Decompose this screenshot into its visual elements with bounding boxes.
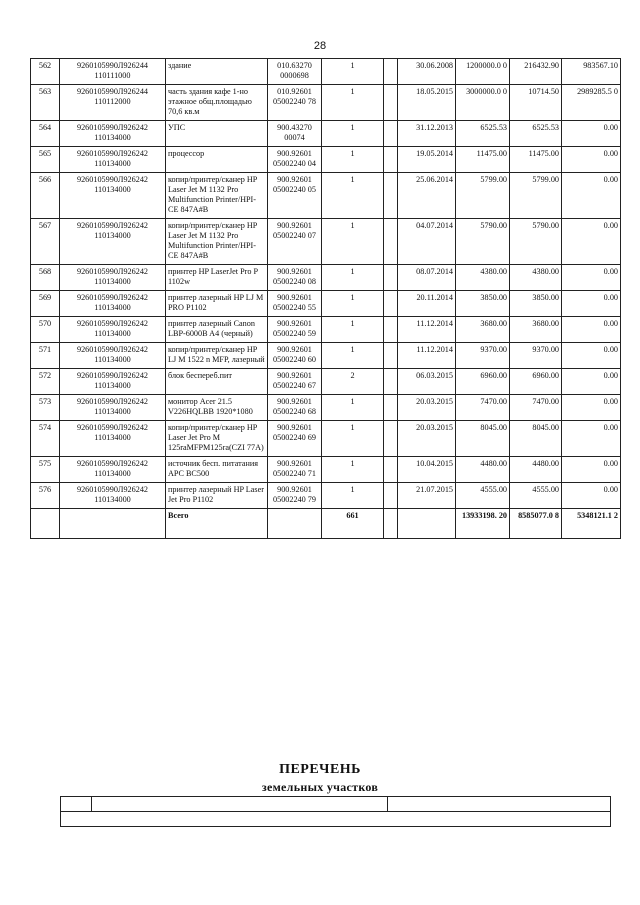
row-number: 572 <box>31 369 60 395</box>
empty-cell <box>398 509 456 539</box>
residual-value: 0.00 <box>562 421 621 457</box>
depreciation-value: 3850.00 <box>510 291 562 317</box>
inventory-number: 010.92601 05002240 78 <box>268 85 322 121</box>
acquisition-date: 04.07.2014 <box>398 219 456 265</box>
total-quantity: 661 <box>322 509 384 539</box>
residual-value: 0.00 <box>562 291 621 317</box>
initial-value: 1200000.0 0 <box>456 59 510 85</box>
quantity: 1 <box>322 395 384 421</box>
residual-value: 0.00 <box>562 219 621 265</box>
empty-cell <box>384 291 398 317</box>
table-row <box>31 317 621 343</box>
initial-value: 7470.00 <box>456 395 510 421</box>
account-code: 9260105990Л926242 110134000 <box>60 421 166 457</box>
quantity: 1 <box>322 173 384 219</box>
row-number: 563 <box>31 85 60 121</box>
total-label: Всего <box>166 509 268 539</box>
residual-value: 0.00 <box>562 265 621 291</box>
empty-cell <box>384 121 398 147</box>
section-subtitle: земельных участков <box>261 780 379 794</box>
quantity: 1 <box>322 85 384 121</box>
empty-cell <box>384 147 398 173</box>
depreciation-value: 3680.00 <box>510 317 562 343</box>
land-cell <box>388 797 611 812</box>
quantity: 1 <box>322 59 384 85</box>
initial-value: 3000000.0 0 <box>456 85 510 121</box>
residual-value: 0.00 <box>562 173 621 219</box>
table-row <box>31 85 621 121</box>
table-row <box>31 421 621 457</box>
empty-cell <box>268 509 322 539</box>
assets-table <box>30 58 621 539</box>
depreciation-value: 11475.00 <box>510 147 562 173</box>
empty-cell <box>384 421 398 457</box>
initial-value: 6960.00 <box>456 369 510 395</box>
empty-cell <box>384 343 398 369</box>
depreciation-value: 5790.00 <box>510 219 562 265</box>
initial-value: 5790.00 <box>456 219 510 265</box>
depreciation-value: 4480.00 <box>510 457 562 483</box>
empty-cell <box>60 509 166 539</box>
quantity: 1 <box>322 265 384 291</box>
residual-value: 983567.10 <box>562 59 621 85</box>
account-code: 9260105990Л926242 110134000 <box>60 317 166 343</box>
asset-name: УПС <box>166 121 268 147</box>
depreciation-value: 6960.00 <box>510 369 562 395</box>
quantity: 1 <box>322 317 384 343</box>
table-row <box>31 457 621 483</box>
residual-value: 0.00 <box>562 369 621 395</box>
initial-value: 9370.00 <box>456 343 510 369</box>
land-cell <box>61 797 92 812</box>
acquisition-date: 31.12.2013 <box>398 121 456 147</box>
account-code: 9260105990Л926242 110134000 <box>60 291 166 317</box>
table-row <box>31 173 621 219</box>
table-row <box>31 121 621 147</box>
quantity: 2 <box>322 369 384 395</box>
row-number: 566 <box>31 173 60 219</box>
residual-value: 0.00 <box>562 457 621 483</box>
account-code: 9260105990Л926242 110134000 <box>60 369 166 395</box>
account-code: 9260105990Л926242 110134000 <box>60 173 166 219</box>
asset-name: процессор <box>166 147 268 173</box>
row-number: 567 <box>31 219 60 265</box>
asset-name: принтер лазерный HP LJ M PRO P1102 <box>166 291 268 317</box>
inventory-number: 900.92601 05002240 60 <box>268 343 322 369</box>
inventory-number: 900.43270 00074 <box>268 121 322 147</box>
quantity: 1 <box>322 457 384 483</box>
empty-cell <box>384 395 398 421</box>
land-cell <box>92 797 388 812</box>
page-number: 28 <box>313 40 327 52</box>
quantity: 1 <box>322 483 384 509</box>
asset-name: принтер лазерный Canon LBP-6000B A4 (черный) <box>166 317 268 343</box>
inventory-number: 900.92601 05002240 67 <box>268 369 322 395</box>
section-title: ПЕРЕЧЕНЬ <box>279 762 361 777</box>
table-row <box>31 395 621 421</box>
empty-cell <box>384 369 398 395</box>
empty-cell <box>384 509 398 539</box>
inventory-number: 010.63270 0000698 <box>268 59 322 85</box>
acquisition-date: 11.12.2014 <box>398 343 456 369</box>
inventory-number: 900.92601 05002240 68 <box>268 395 322 421</box>
land-plots-table <box>60 796 611 827</box>
table-row <box>31 291 621 317</box>
acquisition-date: 20.03.2015 <box>398 395 456 421</box>
table-row <box>31 343 621 369</box>
empty-cell <box>31 509 60 539</box>
table-row <box>31 59 621 85</box>
initial-value: 4380.00 <box>456 265 510 291</box>
row-number: 570 <box>31 317 60 343</box>
account-code: 9260105990Л926244 110112000 <box>60 85 166 121</box>
residual-value: 0.00 <box>562 483 621 509</box>
inventory-number: 900.92601 05002240 07 <box>268 219 322 265</box>
land-row <box>61 812 611 827</box>
depreciation-value: 4380.00 <box>510 265 562 291</box>
total-initial-value: 13933198. 20 <box>456 509 510 539</box>
quantity: 1 <box>322 291 384 317</box>
initial-value: 6525.53 <box>456 121 510 147</box>
depreciation-value: 216432.90 <box>510 59 562 85</box>
quantity: 1 <box>322 343 384 369</box>
residual-value: 0.00 <box>562 395 621 421</box>
acquisition-date: 10.04.2015 <box>398 457 456 483</box>
asset-name: здание <box>166 59 268 85</box>
residual-value: 0.00 <box>562 121 621 147</box>
acquisition-date: 11.12.2014 <box>398 317 456 343</box>
depreciation-value: 7470.00 <box>510 395 562 421</box>
initial-value: 4480.00 <box>456 457 510 483</box>
total-row <box>31 509 621 539</box>
table-row <box>31 369 621 395</box>
depreciation-value: 9370.00 <box>510 343 562 369</box>
acquisition-date: 25.06.2014 <box>398 173 456 219</box>
acquisition-date: 20.11.2014 <box>398 291 456 317</box>
row-number: 573 <box>31 395 60 421</box>
quantity: 1 <box>322 121 384 147</box>
acquisition-date: 06.03.2015 <box>398 369 456 395</box>
inventory-number: 900.92601 05002240 55 <box>268 291 322 317</box>
acquisition-date: 21.07.2015 <box>398 483 456 509</box>
asset-name: копир/принтер/сканер HP LJ M 1522 n MFP, лазерный <box>166 343 268 369</box>
asset-name: монитор Acer 21.5 V226HQLBB 1920*1080 <box>166 395 268 421</box>
acquisition-date: 18.05.2015 <box>398 85 456 121</box>
empty-cell <box>384 173 398 219</box>
account-code: 9260105990Л926242 110134000 <box>60 219 166 265</box>
empty-cell <box>384 317 398 343</box>
table-row <box>31 147 621 173</box>
row-number: 568 <box>31 265 60 291</box>
asset-name: принтер лазерный HP Laser Jet Pro P1102 <box>166 483 268 509</box>
initial-value: 3680.00 <box>456 317 510 343</box>
inventory-number: 900.92601 05002240 69 <box>268 421 322 457</box>
inventory-number: 900.92601 05002240 08 <box>268 265 322 291</box>
initial-value: 8045.00 <box>456 421 510 457</box>
row-number: 562 <box>31 59 60 85</box>
row-number: 565 <box>31 147 60 173</box>
depreciation-value: 6525.53 <box>510 121 562 147</box>
acquisition-date: 19.05.2014 <box>398 147 456 173</box>
depreciation-value: 5799.00 <box>510 173 562 219</box>
depreciation-value: 10714.50 <box>510 85 562 121</box>
empty-cell <box>384 457 398 483</box>
quantity: 1 <box>322 219 384 265</box>
account-code: 9260105990Л926242 110134000 <box>60 147 166 173</box>
account-code: 9260105990Л926244 110111000 <box>60 59 166 85</box>
inventory-number: 900.92601 05002240 79 <box>268 483 322 509</box>
inventory-number: 900.92601 05002240 05 <box>268 173 322 219</box>
residual-value: 0.00 <box>562 343 621 369</box>
acquisition-date: 20.03.2015 <box>398 421 456 457</box>
inventory-number: 900.92601 05002240 59 <box>268 317 322 343</box>
initial-value: 3850.00 <box>456 291 510 317</box>
account-code: 9260105990Л926242 110134000 <box>60 121 166 147</box>
inventory-number: 900.92601 05002240 71 <box>268 457 322 483</box>
land-cell <box>61 812 611 827</box>
residual-value: 2989285.5 0 <box>562 85 621 121</box>
residual-value: 0.00 <box>562 317 621 343</box>
asset-name: копир/принтер/сканер HP Laser Jet M 1132 Pro Multifunction Printer/HPI-CE 847A#B <box>166 173 268 219</box>
table-row <box>31 219 621 265</box>
account-code: 9260105990Л926242 110134000 <box>60 395 166 421</box>
row-number: 571 <box>31 343 60 369</box>
asset-name: копир/принтер/сканер HP Laser Jet Pro M 125raMFPM125ra(CZI 77A) <box>166 421 268 457</box>
total-depreciation-value: 8585077.0 8 <box>510 509 562 539</box>
empty-cell <box>384 219 398 265</box>
asset-name: часть здания кафе 1-но этажное общ.площадью 70,6 кв.м <box>166 85 268 121</box>
row-number: 575 <box>31 457 60 483</box>
asset-name: блок бесперeб.пит <box>166 369 268 395</box>
account-code: 9260105990Л926242 110134000 <box>60 265 166 291</box>
empty-cell <box>384 59 398 85</box>
land-header-row <box>61 797 611 812</box>
acquisition-date: 30.06.2008 <box>398 59 456 85</box>
empty-cell <box>384 85 398 121</box>
quantity: 1 <box>322 421 384 457</box>
row-number: 564 <box>31 121 60 147</box>
quantity: 1 <box>322 147 384 173</box>
row-number: 569 <box>31 291 60 317</box>
asset-name: копир/принтер/сканер HP Laser Jet M 1132 Pro Multifunction Printer/HPI-CE 847A#B <box>166 219 268 265</box>
depreciation-value: 8045.00 <box>510 421 562 457</box>
residual-value: 0.00 <box>562 147 621 173</box>
account-code: 9260105990Л926242 110134000 <box>60 483 166 509</box>
asset-name: принтер HP LaserJet Pro P 1102w <box>166 265 268 291</box>
empty-cell <box>384 265 398 291</box>
account-code: 9260105990Л926242 110134000 <box>60 343 166 369</box>
acquisition-date: 08.07.2014 <box>398 265 456 291</box>
row-number: 576 <box>31 483 60 509</box>
total-residual-value: 5348121.1 2 <box>562 509 621 539</box>
table-row <box>31 483 621 509</box>
depreciation-value: 4555.00 <box>510 483 562 509</box>
empty-cell <box>384 483 398 509</box>
row-number: 574 <box>31 421 60 457</box>
table-row <box>31 265 621 291</box>
account-code: 9260105990Л926242 110134000 <box>60 457 166 483</box>
inventory-number: 900.92601 05002240 04 <box>268 147 322 173</box>
initial-value: 5799.00 <box>456 173 510 219</box>
initial-value: 11475.00 <box>456 147 510 173</box>
initial-value: 4555.00 <box>456 483 510 509</box>
asset-name: источник бесп. питатания APC BC500 <box>166 457 268 483</box>
